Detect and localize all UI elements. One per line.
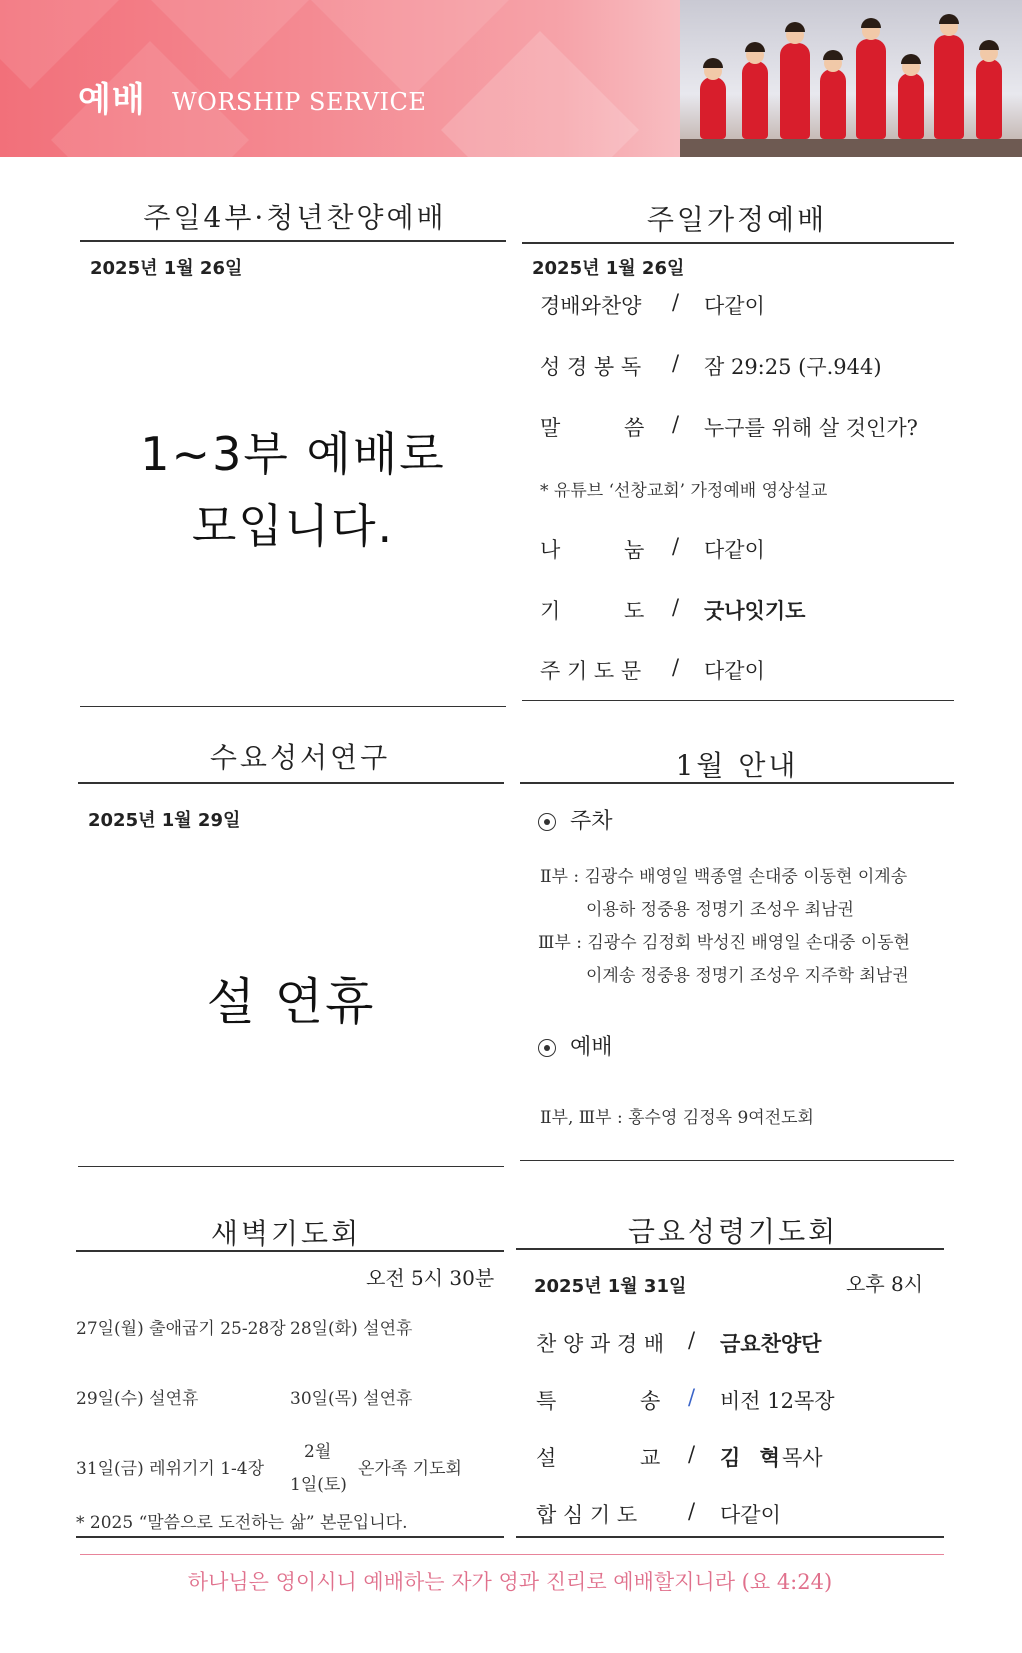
row-value: 잠 29:25 (구.944) (704, 355, 882, 379)
parking-heading: 주차 (538, 804, 613, 835)
dawn-note: * 2025 “말씀으로 도전하는 삶” 본문입니다. (76, 1513, 408, 1533)
row-value: 굿나잇기도 (704, 599, 806, 623)
row-label: 특 (536, 1389, 557, 1413)
row-label: 성 경 봉 독 (540, 355, 642, 379)
wednesday-title: 수요성서연구 (209, 741, 391, 774)
row-label: 설 (536, 1446, 557, 1470)
dawn-item: 2월 (304, 1442, 332, 1462)
dawn-item: 1일(토) (290, 1475, 347, 1495)
parking-line: 이용하 정중용 정명기 조성우 최남권 (586, 900, 854, 920)
divider (520, 1160, 954, 1161)
dawn-item: 27일(월) 출애굽기 25-28장 (76, 1319, 286, 1339)
bullet-icon (538, 1039, 556, 1057)
footer-verse: 하나님은 영이시니 예배하는 자가 영과 진리로 예배할지니라 (요 4:24) (187, 1570, 833, 1594)
dawn-item: 29일(수) 설연휴 (76, 1389, 199, 1409)
row-value: 김 혁 (720, 1446, 786, 1470)
children-choir-photo (680, 0, 1022, 157)
banner-subtitle: WORSHIP SERVICE (172, 88, 427, 116)
family-row: 경배와찬양 / 다같이 (540, 290, 765, 318)
family-note: * 유튜브 ‘선창교회’ 가정예배 영상설교 (540, 481, 828, 501)
divider (520, 782, 954, 784)
divider (80, 706, 506, 707)
sunday4-title: 주일4부·청년찬양예배 (143, 201, 447, 234)
january-title: 1월 안내 (675, 749, 799, 782)
sunday4-message-line1: 1~3부 예배로 (140, 427, 446, 481)
footer-divider (80, 1554, 944, 1555)
divider (78, 1166, 504, 1167)
family-title: 주일가정예배 (646, 203, 828, 236)
header-banner (0, 0, 1022, 157)
parking-line: Ⅱ부 : 김광수 배영일 백종열 손대중 이동현 이계송 (540, 867, 908, 887)
dawn-item: 온가족 기도회 (358, 1459, 462, 1479)
row-value: 금요찬양단 (720, 1332, 822, 1356)
family-row: 기 도 / 굿나잇기도 (540, 595, 806, 623)
row-label: 합 심 기 도 (536, 1503, 638, 1527)
row-value: 다같이 (704, 294, 765, 318)
divider (80, 240, 506, 242)
worship-heading: 예배 (538, 1030, 613, 1061)
parking-line: 이계송 정중용 정명기 조성우 지주학 최남권 (586, 966, 909, 986)
dawn-item: 31일(금) 레위기기 1-4장 (76, 1459, 265, 1479)
row-value: 다같이 (704, 659, 765, 683)
divider (522, 242, 954, 244)
sunday4-message-line2: 모입니다. (191, 499, 395, 553)
friday-row: 찬 양 과 경 배 / 금요찬양단 (536, 1328, 822, 1356)
friday-date: 2025년 1월 31일 (534, 1276, 687, 1297)
wednesday-date: 2025년 1월 29일 (88, 810, 241, 831)
row-label: 나 (540, 538, 561, 562)
dawn-item: 30일(목) 설연휴 (290, 1389, 413, 1409)
banner-title: 예배 (78, 80, 146, 120)
sunday4-message (80, 418, 506, 562)
divider (78, 782, 504, 784)
row-label: 주 기 도 문 (540, 659, 642, 683)
row-value: 비전 12목장 (720, 1389, 835, 1413)
row-label: 기 (540, 599, 561, 623)
dawn-item: 28일(화) 설연휴 (290, 1319, 413, 1339)
friday-row: 특 송 / 비전 12목장 (536, 1385, 835, 1413)
divider (522, 700, 954, 701)
row-label: 찬 양 과 경 배 (536, 1332, 665, 1356)
sunday4-date: 2025년 1월 26일 (90, 258, 243, 279)
row-value: 다같이 (704, 538, 765, 562)
divider (76, 1536, 504, 1538)
friday-row: 합 심 기 도 / 다같이 (536, 1499, 781, 1527)
divider (516, 1248, 944, 1250)
family-row: 말 씀 / 누구를 위해 살 것인가? (540, 412, 918, 440)
row-label: 경배와찬양 (540, 294, 642, 318)
bullet-icon (538, 813, 556, 831)
row-value: 다같이 (720, 1503, 781, 1527)
friday-title: 금요성령기도회 (627, 1215, 839, 1248)
friday-row: 설 교 / 김 혁 목사 (536, 1442, 823, 1470)
friday-time: 오후 8시 (846, 1272, 924, 1296)
row-label: 말 (540, 416, 561, 440)
divider (516, 1536, 944, 1538)
dawn-title: 새벽기도회 (210, 1217, 362, 1250)
family-row: 주 기 도 문 / 다같이 (540, 655, 765, 683)
parking-line: Ⅲ부 : 김광수 김정회 박성진 배영일 손대중 이동현 (538, 933, 910, 953)
wednesday-message: 설 연휴 (206, 973, 376, 1031)
dawn-time: 오전 5시 30분 (366, 1266, 495, 1290)
divider (76, 1250, 504, 1252)
family-row: 성 경 봉 독 / 잠 29:25 (구.944) (540, 351, 882, 379)
family-row: 나 눔 / 다같이 (540, 534, 765, 562)
family-date: 2025년 1월 26일 (532, 258, 685, 279)
worship-line: Ⅱ부, Ⅲ부 : 홍수영 김정옥 9여전도회 (540, 1108, 814, 1128)
row-value: 누구를 위해 살 것인가? (704, 416, 918, 440)
